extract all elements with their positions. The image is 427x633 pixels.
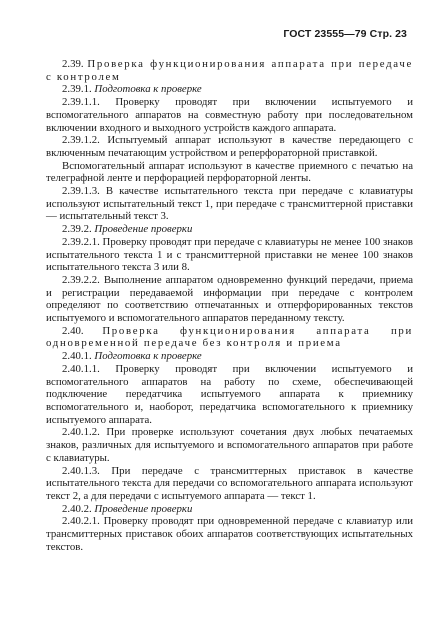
paragraph-2-39-1-1: 2.39.1.1. Проверку проводят при включении испытуемого и вспомогательного аппаратов на совместную работу при последовательном включении входного и выходного устройств каждого аппарата. — [46, 96, 413, 134]
subsection-heading-2-40-1: 2.40.1. Подготовка к проверке — [62, 350, 202, 363]
paragraph-2-39-1-2: 2.39.1.2. Испытуемый аппарат используют в качестве передающего с включенным печатающим устройством и реперфораторной приставкой. — [46, 134, 413, 159]
page-header: ГОСТ 23555—79 Стр. 23 — [283, 28, 407, 40]
paragraph-2-40-2-1: 2.40.2.1. Проверку проводят при одновременной передаче с клавиатур или трансмиттерных приставок обоих аппаратов соответствующих испытательных текстов. — [46, 515, 414, 553]
paragraph-auxiliary-apparatus: Вспомогательный аппарат используют в качестве приемного с печатью на телеграфной ленте и перфорацией перфораторной ленты. — [46, 159, 413, 185]
section-heading-2-39: 2.39. Проверка функционирования аппарата при передаче с контролем — [46, 58, 413, 83]
paragraph-2-40-1-2: 2.40.1.2. При проверке используют сочетания двух любых печатаемых знаков, различных для испытуемого и вспомогательного аппаратов при работе с клавиатуры. — [46, 426, 413, 464]
paragraph-2-39-2-2: 2.39.2.2. Выполнение аппаратом одновременно функций передачи, приема и регистрации передаваемой информации при передаче с контролем определяют по соответствию отпечатанных и отперфорированных текстов испытуемого и вспомогательного аппаратов переданному тексту. — [46, 273, 414, 325]
section-heading-2-40: 2.40. Проверка функционирования аппарата при одновременной передаче без контроля и приема — [46, 324, 413, 350]
subsection-heading-2-40-2: 2.40.2. Проведение проверки — [62, 502, 193, 515]
paragraph-2-40-1-3: 2.40.1.3. При передаче с трансмиттерных приставок в качестве испытательного текста для передачи со вспомогательного аппарата используют текст 2, а для передачи с испытуемого аппарата — текст 1. — [46, 464, 413, 502]
paragraph-2-39-2-1: 2.39.2.1. Проверку проводят при передаче с клавиатуры не менее 100 знаков испытательного текста 1 и с трансмиттерной приставки не менее 100 знаков испытательного текста 3 или 8. — [46, 235, 414, 274]
subsection-heading-2-39-2: 2.39.2. Проведение проверки — [62, 223, 193, 236]
paragraph-2-40-1-1: 2.40.1.1. Проверку проводят при включении испытуемого и вспомогательного аппаратов на работу по схеме, обеспечивающей подключение передатчика испытуемого аппарата к приемнику вспомогательного и, наоборот, передатчика вспомогательного к приемнику испытуемого аппарата. — [46, 362, 413, 426]
paragraph-2-39-1-3: 2.39.1.3. В качестве испытательного текста при передаче с клавиатуры используют испытательный текст 1, при передаче с трансмиттерной приставки — испытательный текст 3. — [46, 185, 413, 223]
document-body — [46, 58, 413, 553]
subsection-heading-2-39-1: 2.39.1. Подготовка к проверке — [62, 83, 202, 96]
